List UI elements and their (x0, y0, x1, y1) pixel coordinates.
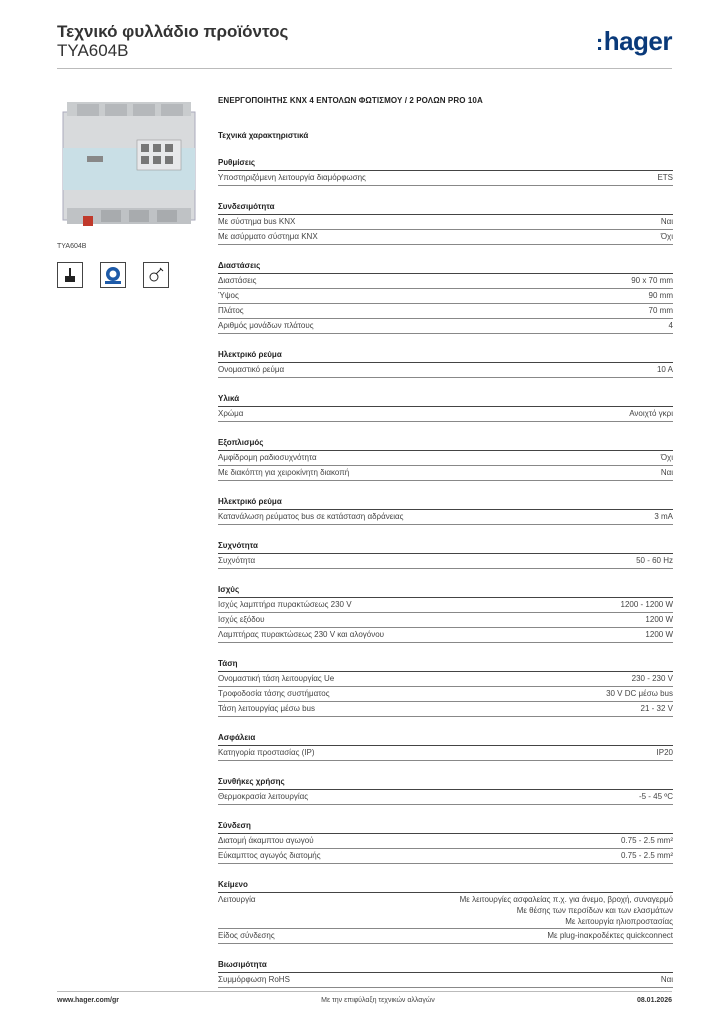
spec-section (218, 657, 673, 717)
spec-label: Πλάτος (218, 306, 244, 315)
spec-row (218, 746, 673, 761)
spec-value: 4 (668, 321, 673, 330)
spec-row (218, 215, 673, 230)
section-heading: Συχνότητα (218, 539, 673, 554)
spec-row (218, 790, 673, 805)
spec-label: Λαμπτήρας πυρακτώσεως 230 V και αλογόνου (218, 630, 385, 639)
spec-value: 0.75 - 2.5 mm² (620, 851, 673, 860)
spec-row (218, 407, 673, 422)
spec-value: 70 mm (648, 306, 673, 315)
product-model: TYA604B (57, 41, 129, 60)
spec-value: Με λειτουργίες ασφαλείας π.χ. για άνεμο, βροχή, συναγερμό Με θέσης των περσίδων και των ελασμάτων Με λειτουργία ηλιοπροστασίας (459, 895, 673, 926)
spec-value: 1200 - 1200 W (620, 600, 673, 609)
footer-divider (57, 991, 672, 992)
footer-note: Με την επιφύλαξη τεχνικών αλλαγών (321, 997, 435, 1004)
spec-value: 50 - 60 Hz (636, 556, 673, 565)
spec-value: 21 - 32 V (640, 704, 673, 713)
spec-value: Όχι (660, 453, 673, 462)
spec-value: Όχι (660, 232, 673, 241)
spec-section (218, 348, 673, 378)
section-heading: Ισχύς (218, 583, 673, 598)
spec-label: Με σύστημα bus KNX (218, 217, 296, 226)
section-heading: Ηλεκτρικό ρεύμα (218, 495, 673, 510)
spec-label: Συχνότητα (218, 556, 256, 565)
section-heading: Κείμενο (218, 878, 673, 893)
spec-value: 3 mA (654, 512, 673, 521)
spec-label: Χρώμα (218, 409, 244, 418)
din-rail-mount-icon (57, 262, 83, 288)
footer (57, 997, 672, 1004)
spec-label: Ύψος (218, 291, 239, 300)
footer-website[interactable]: www.hager.com/gr (57, 997, 119, 1004)
spec-value: Ναι (660, 217, 673, 226)
spec-row (218, 628, 673, 643)
spec-row (218, 289, 673, 304)
spec-row (218, 363, 673, 378)
spec-value: ETS (657, 173, 673, 182)
spec-section (218, 259, 673, 334)
spec-label: Τάση λειτουργίας μέσω bus (218, 704, 315, 713)
spec-section (218, 392, 673, 422)
spec-row (218, 973, 673, 988)
spec-value: 10 A (656, 365, 673, 374)
footer-date: 08.01.2026 (636, 997, 672, 1004)
spec-value: Ναι (660, 975, 673, 984)
spec-label: Αμφίδρομη ραδιοσυχνότητα (218, 453, 317, 462)
spec-label: Κατανάλωση ρεύματος bus σε κατάσταση αδράνειας (218, 512, 404, 521)
spec-value: 0.75 - 2.5 mm² (620, 836, 673, 845)
spec-value: 1200 W (645, 615, 673, 624)
section-heading: Σύνδεση (218, 819, 673, 834)
spec-row (218, 274, 673, 289)
spec-label: Είδος σύνδεσης (218, 931, 275, 940)
spec-row (218, 613, 673, 628)
spec-label: Διαστάσεις (218, 276, 257, 285)
spec-value: Ναι (660, 468, 673, 477)
spec-section (218, 958, 673, 988)
spec-section (218, 731, 673, 761)
technical-specs-heading: Τεχνικά χαρακτηριστικά (218, 131, 309, 140)
spec-row (218, 893, 673, 929)
spec-label: Με ασύρματο σύστημα KNX (218, 232, 318, 241)
section-heading: Εξοπλισμός (218, 436, 673, 451)
spec-label: Εύκαμπτος αγωγός διατομής (218, 851, 321, 860)
header-divider (57, 68, 672, 69)
spec-sections (218, 156, 673, 988)
section-heading: Διαστάσεις (218, 259, 673, 274)
spec-section (218, 583, 673, 643)
spec-row (218, 687, 673, 702)
spec-label: Συμμόρφωση RoHS (218, 975, 290, 984)
spec-value: 90 mm (648, 291, 673, 300)
section-heading: Συνθήκες χρήσης (218, 775, 673, 790)
spec-section (218, 775, 673, 805)
spec-row (218, 230, 673, 245)
spec-row (218, 672, 673, 687)
product-image (57, 96, 201, 238)
spec-section (218, 200, 673, 245)
spec-label: Κατηγορία προστασίας (IP) (218, 748, 315, 757)
spec-section (218, 436, 673, 481)
feature-icons (57, 262, 169, 288)
hager-logo: :hager (595, 26, 672, 56)
spec-section (218, 819, 673, 864)
spec-row (218, 319, 673, 334)
spec-section (218, 495, 673, 525)
spec-row (218, 849, 673, 864)
spec-section (218, 156, 673, 186)
spec-row (218, 929, 673, 944)
spec-row (218, 451, 673, 466)
knx-plug-icon (143, 262, 169, 288)
spec-value: Με plug-inακροδέκτες quickconnect (547, 931, 673, 940)
section-heading: Ασφάλεια (218, 731, 673, 746)
spec-label: Λειτουργία (218, 895, 256, 904)
spec-label: Ισχύς εξόδου (218, 615, 265, 624)
spec-label: Τροφοδοσία τάσης συστήματος (218, 689, 330, 698)
spec-row (218, 510, 673, 525)
spec-label: Αριθμός μονάδων πλάτους (218, 321, 314, 330)
section-heading: Τάση (218, 657, 673, 672)
spec-value: IP20 (656, 748, 673, 757)
spec-row (218, 702, 673, 717)
quicklink-icon (100, 262, 126, 288)
document-header (57, 22, 288, 60)
product-name: ΕΝΕΡΓΟΠΟΙΗΤΗΣ KNX 4 ΕΝΤΟΛΩΝ ΦΩΤΙΣΜΟΥ / 2 ΡΟΛΩΝ PRO 10A (218, 96, 483, 105)
spec-label: Με διακόπτη για χειροκίνητη διακοπή (218, 468, 350, 477)
section-heading: Ηλεκτρικό ρεύμα (218, 348, 673, 363)
spec-row (218, 598, 673, 613)
spec-row (218, 834, 673, 849)
spec-section (218, 878, 673, 944)
spec-row (218, 304, 673, 319)
section-heading: Ρυθμίσεις (218, 156, 673, 171)
section-heading: Υλικά (218, 392, 673, 407)
section-heading: Βιωσιμότητα (218, 958, 673, 973)
spec-value: 90 x 70 mm (631, 276, 673, 285)
spec-value: 30 V DC μέσω bus (606, 689, 673, 698)
spec-row (218, 554, 673, 569)
spec-label: Ισχύς λαμπτήρα πυρακτώσεως 230 V (218, 600, 352, 609)
spec-value: Ανοιχτό γκρι (629, 409, 673, 418)
spec-label: Διατομή άκαμπτου αγωγού (218, 836, 314, 845)
spec-value: -5 - 45 ºC (638, 792, 673, 801)
document-title: Τεχνικό φυλλάδιο προϊόντος (57, 22, 289, 41)
spec-label: Θερμοκρασία λειτουργίας (218, 792, 309, 801)
spec-label: Ονομαστική τάση λειτουργίας Ue (218, 674, 335, 683)
spec-label: Ονομαστικό ρεύμα (218, 365, 285, 374)
spec-row (218, 466, 673, 481)
spec-value: 230 - 230 V (631, 674, 673, 683)
spec-row (218, 171, 673, 186)
spec-label: Υποστηριζόμενη λειτουργία διαμόρφωσης (218, 173, 366, 182)
product-caption: TYA604B (57, 243, 87, 250)
spec-section (218, 539, 673, 569)
spec-value: 1200 W (645, 630, 673, 639)
section-heading: Συνδεσιμότητα (218, 200, 673, 215)
specifications (218, 96, 673, 988)
